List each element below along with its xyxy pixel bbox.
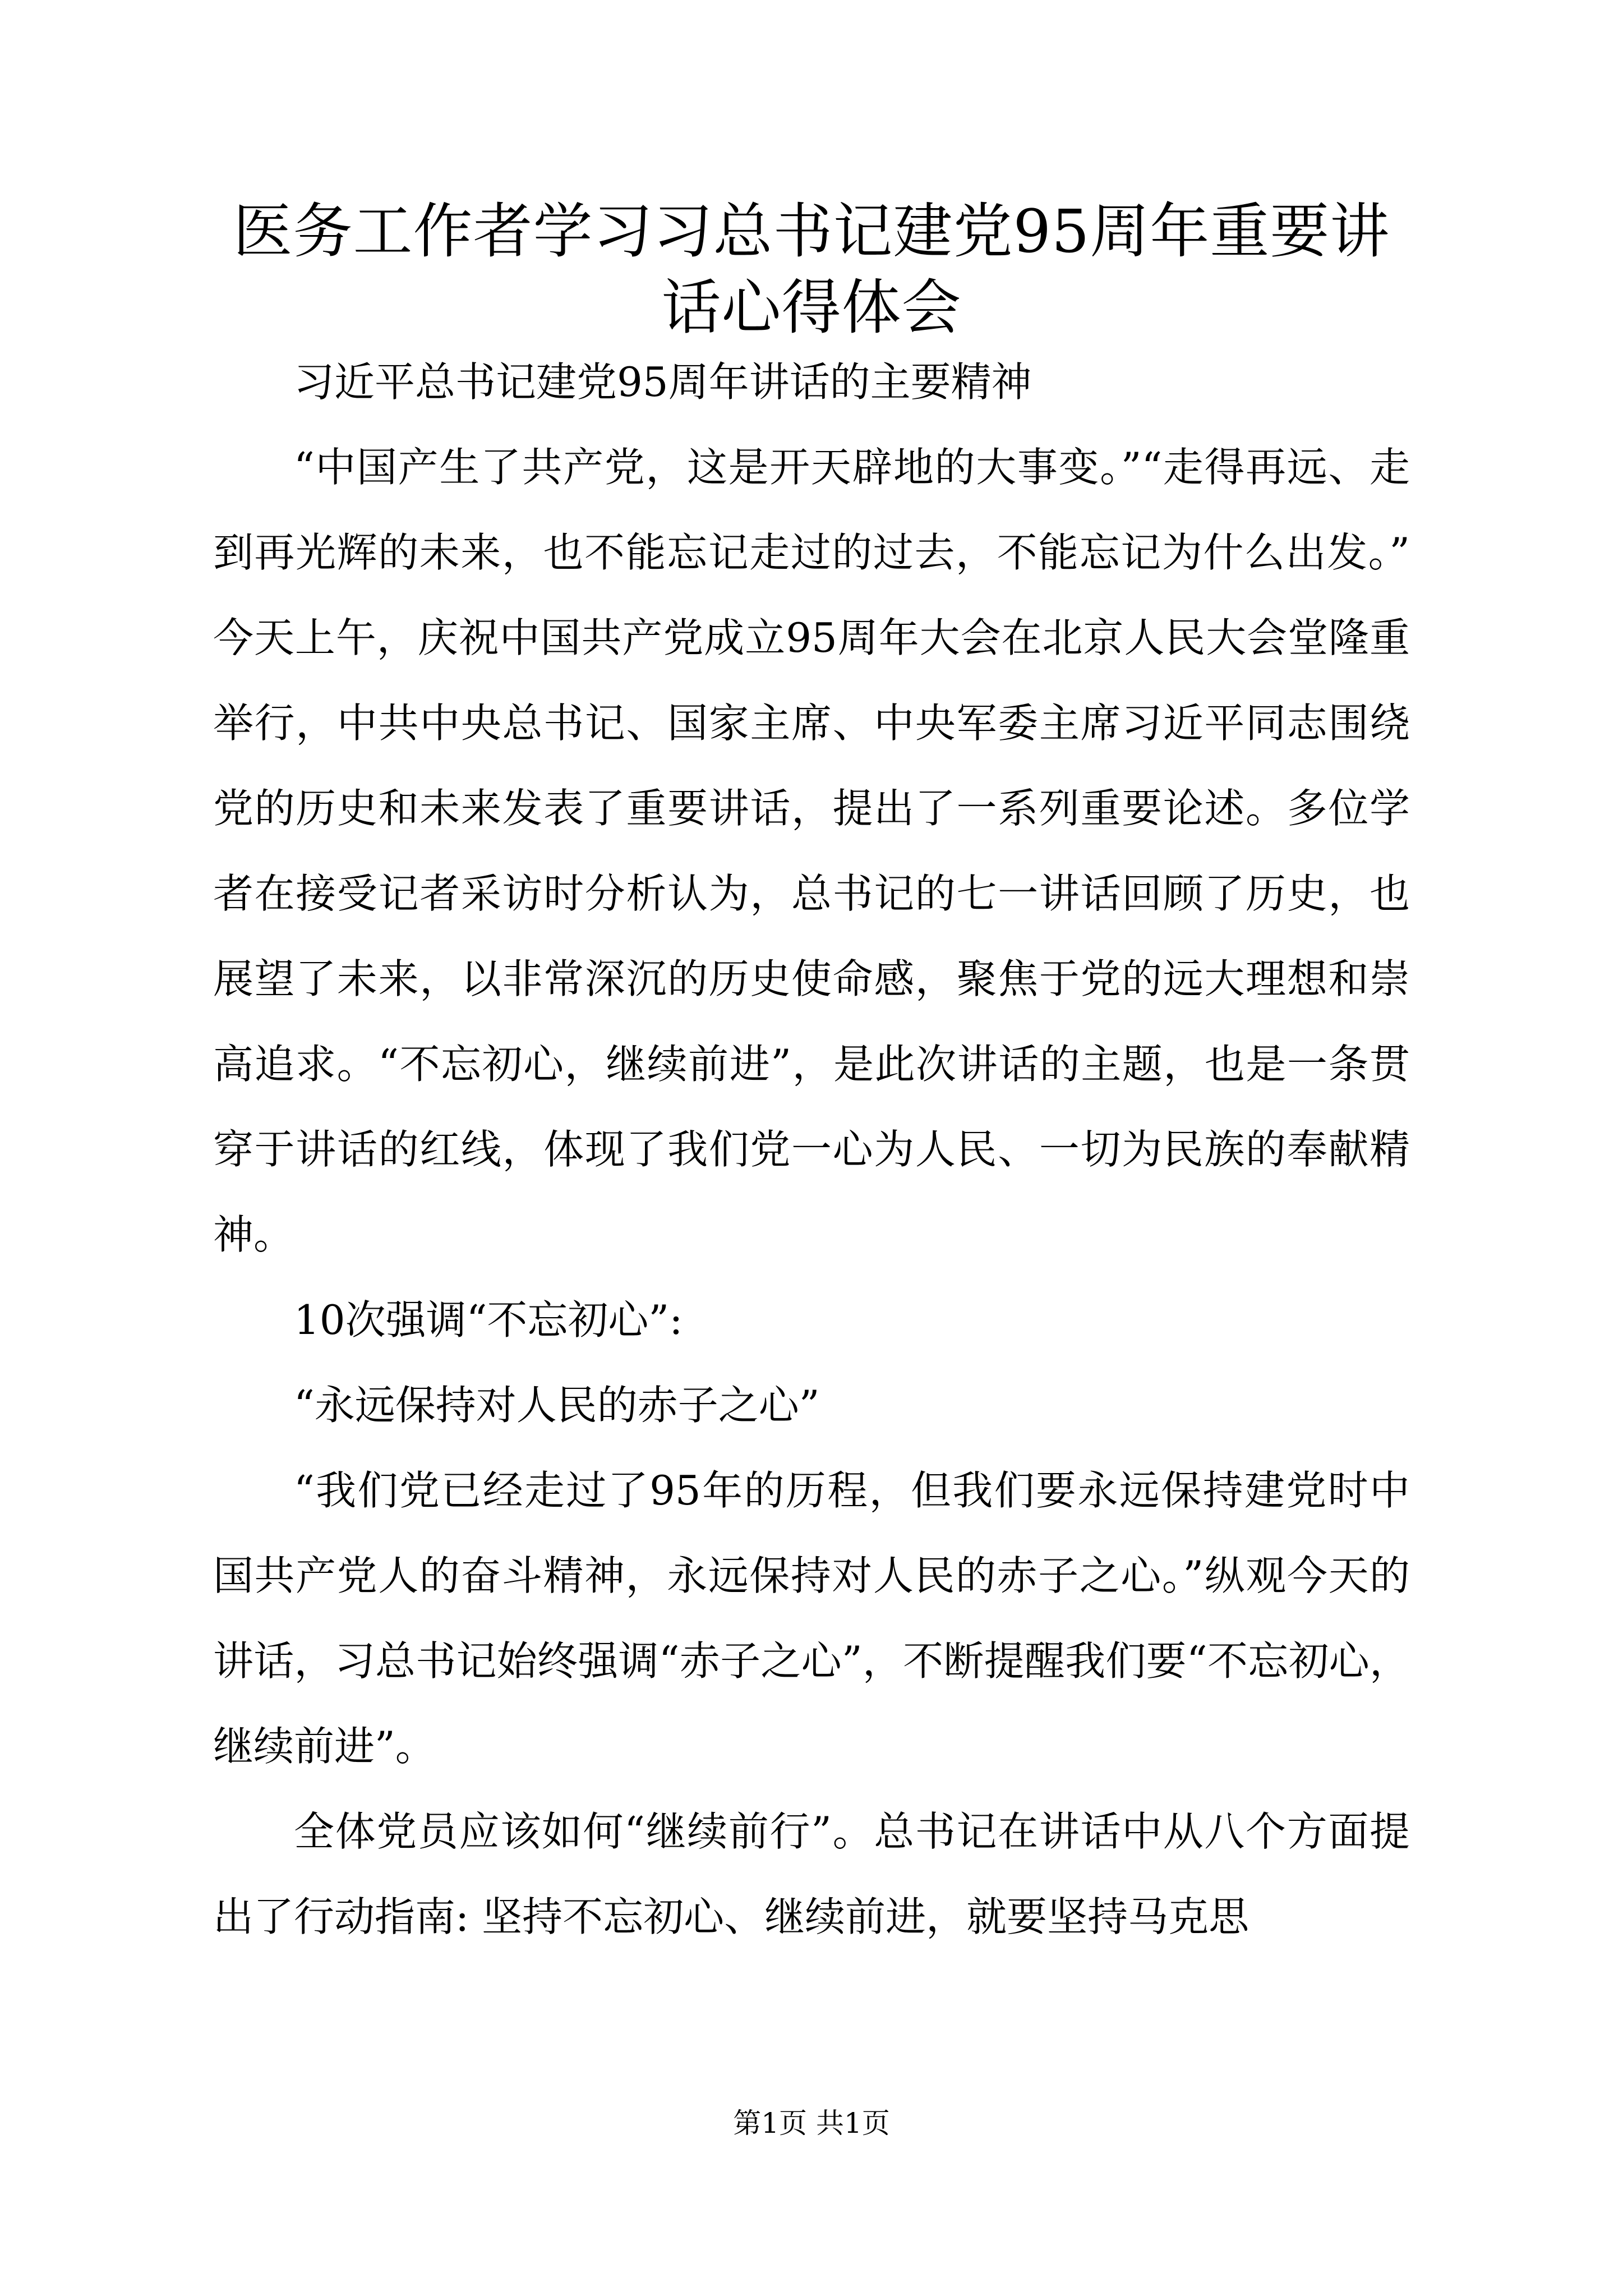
document-title: 医务工作者学习习总书记建党95周年重要讲话心得体会 bbox=[233, 197, 1390, 342]
document-body bbox=[213, 339, 1410, 1959]
paragraph-intro: “中国产生了共产党，这是开天辟地的大事变。”“走得再远、走到再光辉的未来，也不能忘记走过的过去，不能忘记为什么出发。”今天上午，庆祝中国共产党成立95周年大会在北京人民大会堂隆重举行，中共中央总书记、国家主席、中央军委主席习近平同志围绕党的历史和未来发表了重要讲话，提出了一系列重要论述。多位学者在接受记者采访时分析认为，总书记的七一讲话回顾了历史，也展望了未来，以非常深沉的历史使命感，聚焦于党的远大理想和崇高追求。“不忘初心，继续前进”，是此次讲话的主题，也是一条贯穿于讲话的红线，体现了我们党一心为人民、一切为民族的奉献精神。 bbox=[213, 444, 1410, 1258]
paragraph-quote-heading: “永远保持对人民的赤子之心” bbox=[294, 1382, 820, 1429]
paragraph-subheading: 习近平总书记建党95周年讲话的主要精神 bbox=[294, 358, 1032, 406]
paragraph-quote: “我们党已经走过了95年的历程，但我们要永远保持建党时中国共产党人的奋斗精神，永远保持对人民的赤子之心。”纵观今天的讲话，习总书记始终强调“赤子之心”，不断提醒我们要“不忘初心，继续前进”。 bbox=[213, 1467, 1410, 1770]
paragraph-emphasis-count: 10次强调“不忘初心”: bbox=[294, 1296, 683, 1343]
page-footer: 第1页 共1页 bbox=[733, 2107, 890, 2139]
paragraph-guidance: 全体党员应该如何“继续前行”。总书记在讲话中从八个方面提出了行动指南: 坚持不忘初心、继续前进，就要坚持马克思 bbox=[213, 1808, 1410, 1940]
